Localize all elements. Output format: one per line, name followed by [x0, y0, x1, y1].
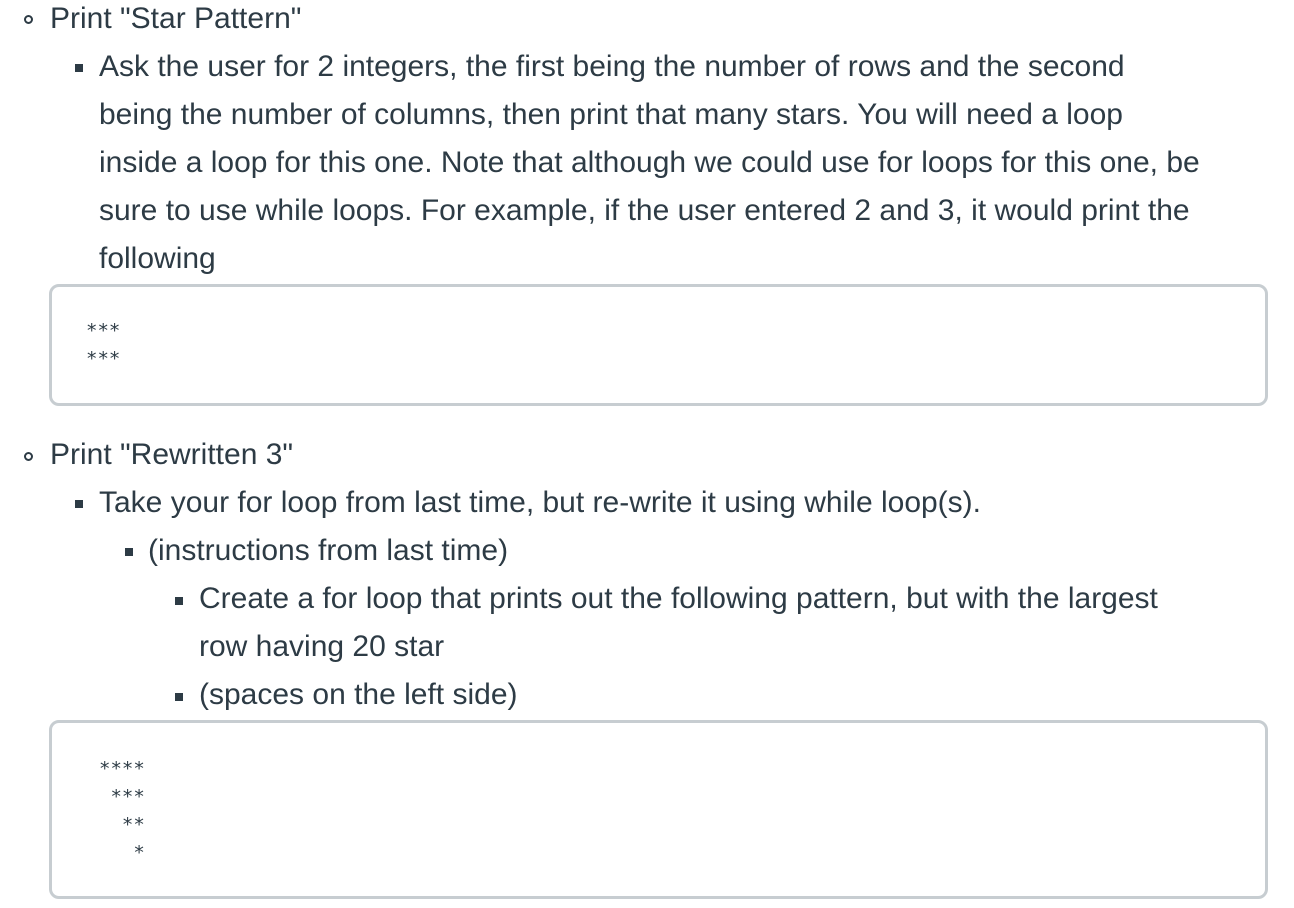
- code-line: **: [99, 814, 145, 836]
- code-block-rewritten-3: [49, 720, 1268, 899]
- section-heading-rewritten-3: Print "Rewritten 3": [50, 438, 294, 471]
- paragraph-line-5: following: [99, 242, 216, 275]
- circle-bullet-icon: [24, 15, 33, 24]
- list-item-take-for-loop: Take your for loop from last time, but re-write it using while loop(s).: [99, 486, 981, 519]
- code-line: ***: [99, 786, 145, 808]
- list-item-spaces-left: (spaces on the left side): [199, 678, 518, 711]
- square-bullet-icon: [175, 693, 183, 701]
- code-line: ***: [86, 348, 121, 370]
- list-item-create-for-loop-line-1: Create a for loop that prints out the following pattern, but with the largest: [199, 582, 1158, 615]
- code-line: ****: [99, 758, 145, 780]
- paragraph-line-3: inside a loop for this one. Note that although we could use for loops for this one, be: [99, 146, 1200, 179]
- circle-bullet-icon: [24, 452, 33, 461]
- square-bullet-icon: [75, 64, 83, 72]
- code-block-star-pattern: [49, 284, 1268, 406]
- paragraph-line-1: Ask the user for 2 integers, the first being the number of rows and the second: [99, 50, 1125, 83]
- section-heading-star-pattern: Print "Star Pattern": [50, 2, 302, 35]
- list-item-instructions: (instructions from last time): [148, 534, 509, 567]
- code-line: *: [99, 842, 145, 864]
- paragraph-line-2: being the number of columns, then print that many stars. You will need a loop: [99, 98, 1123, 131]
- list-item-create-for-loop-line-2: row having 20 star: [199, 630, 445, 663]
- square-bullet-icon: [175, 597, 183, 605]
- code-line: ***: [86, 320, 121, 342]
- paragraph-line-4: sure to use while loops. For example, if the user entered 2 and 3, it would print the: [99, 194, 1190, 227]
- square-bullet-icon: [125, 548, 133, 556]
- square-bullet-icon: [75, 500, 83, 508]
